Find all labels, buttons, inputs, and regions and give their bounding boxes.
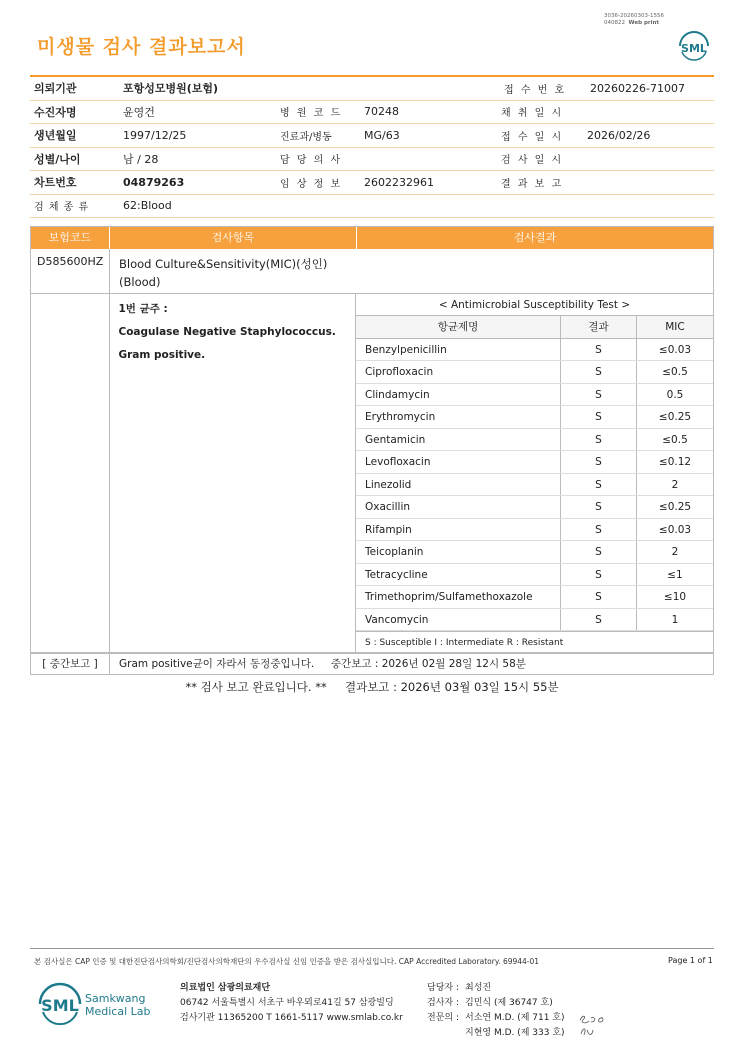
ast-table: [356, 294, 713, 653]
ast-result: S: [561, 496, 637, 518]
test-date-label: 검 사 일 시: [501, 155, 564, 167]
patient-value: 윤영건: [123, 105, 155, 119]
staff-name: 김민식 (제 36747 호): [465, 998, 553, 1008]
report-title: 미생물 검사 결과보고서: [37, 36, 246, 58]
results-table: [30, 226, 714, 654]
org-contact: 검사기관 11365200 T 1661-5117 www.smlab.co.kr: [180, 1013, 403, 1023]
ast-mic: ≤0.5: [662, 366, 688, 378]
dept-label: 진료과/병동: [280, 131, 332, 143]
ast-result: S: [561, 406, 637, 428]
ast-mic: ≤0.03: [658, 523, 692, 536]
ast-result: S: [561, 339, 637, 361]
dob-value: 1997/12/25: [123, 128, 187, 142]
collect-label: 채 취 일 시: [501, 108, 564, 120]
sml-logo-icon: [676, 28, 712, 64]
print-code-line2: 040822: [604, 20, 625, 26]
ast-drug: Gentamicin: [356, 429, 561, 451]
receipt-date-label: 접 수 일 시: [501, 131, 564, 143]
ast-mic: ≤0.25: [658, 501, 692, 513]
sml-logo-text: SML: [681, 42, 707, 55]
interim-text: Gram positive균이 자라서 동정중입니다. 중간보고 : 2026년 02월 28일 12시 58분: [119, 658, 526, 670]
ast-row: [356, 519, 713, 542]
logo-line2: Medical Lab: [85, 1005, 151, 1018]
ast-row: [356, 496, 713, 519]
ast-row: [356, 384, 713, 407]
print-code-line1: 3036-20260303-1556: [604, 13, 664, 19]
ast-row: [356, 541, 713, 564]
ast-mic: 2: [671, 546, 679, 558]
chart-label: 차트번호: [34, 176, 77, 190]
ast-row: [356, 361, 713, 384]
test-item-line2: (Blood): [119, 275, 161, 289]
dob-label: 생년월일: [34, 129, 77, 143]
ast-drug: Teicoplanin: [356, 541, 561, 563]
hospital-code-value: 70248: [364, 105, 399, 119]
cap-note: 본 검사실은 CAP 인증 및 대한진단검사의학회/진단검사의학재단의 우수검사실 신임 인증을 받은 검사실입니다. CAP Accredited Laboratory. 69944-01: [34, 957, 540, 966]
ast-mic: ≤0.03: [658, 343, 692, 356]
request-org-value: 포항성모병원(보험): [123, 82, 219, 96]
ast-row: [356, 406, 713, 429]
ast-mic: 0.5: [666, 388, 684, 401]
clinical-value: 2602232961: [364, 175, 434, 189]
col-result-header: 검사결과: [513, 231, 557, 244]
staff-role: 전문의 :: [427, 1013, 459, 1023]
samkwang-logo-icon: [37, 978, 177, 1028]
ast-header-mic: MIC: [665, 321, 685, 333]
ast-drug: Oxacillin: [356, 496, 561, 518]
col-item-header: 검사항목: [110, 227, 357, 249]
clinical-label: 임 상 정 보: [280, 178, 343, 190]
ast-result: S: [561, 541, 637, 563]
print-code: [604, 13, 664, 27]
footer-divider: [30, 948, 714, 949]
sex-age-label: 성별/나이: [34, 152, 81, 166]
ast-row: [356, 429, 713, 452]
ast-mic: ≤0.5: [662, 433, 688, 446]
staff-name: 서소연 M.D. (제 711 호): [465, 1013, 565, 1023]
org-info: [180, 981, 403, 1026]
doctor-label: 담 당 의 사: [280, 155, 343, 167]
chart-value: 04879263: [123, 175, 185, 189]
patient-info-table: [30, 75, 714, 218]
staff-name: 최성진: [465, 983, 492, 993]
ast-result: S: [561, 384, 637, 406]
receipt-no-value: 20260226-71007: [590, 81, 685, 95]
ast-row: [356, 586, 713, 609]
ast-legend: S : Susceptible I : Intermediate R : Resistant: [356, 631, 713, 653]
ast-mic: 2: [671, 478, 679, 491]
receipt-no-label: 접 수 번 호: [504, 84, 567, 96]
ast-title: < Antimicrobial Susceptibility Test >: [356, 294, 713, 316]
ast-row: [356, 609, 713, 632]
organism-name: Coagulase Negative Staphylococcus.: [118, 326, 336, 338]
ast-result: S: [561, 586, 637, 608]
signature-icon: [577, 1012, 617, 1040]
ast-result: S: [561, 519, 637, 541]
staff-role: 검사자 :: [427, 998, 459, 1008]
ast-row: [356, 564, 713, 587]
col-code-header: 보험코드: [31, 227, 110, 249]
staff-name: 지현영 M.D. (제 333 호): [465, 1028, 565, 1038]
request-org-label: 의뢰기관: [34, 82, 77, 96]
organism-label: 1번 균주 :: [118, 303, 168, 315]
ast-mic: ≤1: [667, 568, 683, 581]
dept-value: MG/63: [364, 128, 400, 142]
sex-age-value: 남 / 28: [123, 152, 159, 166]
specimen-label: 검 체 종 류: [34, 202, 90, 214]
ast-mic: ≤0.12: [658, 456, 692, 468]
hospital-code-label: 병 원 코 드: [280, 108, 343, 120]
gram-stain: Gram positive.: [118, 349, 206, 361]
staff-role: [427, 1026, 465, 1041]
page-number: Page 1 of 1: [668, 956, 713, 965]
insurance-code: D585600HZ: [31, 249, 110, 293]
ast-result: S: [561, 474, 637, 496]
patient-label: 수진자명: [34, 105, 77, 119]
ast-result: S: [561, 609, 637, 631]
ast-drug: Linezolid: [356, 474, 561, 496]
ast-header-result: 결과: [561, 316, 637, 338]
ast-drug: Tetracycline: [356, 564, 561, 586]
ast-row: [356, 339, 713, 362]
ast-row: [356, 474, 713, 497]
ast-drug: Levofloxacin: [356, 451, 561, 473]
staff-role: 담당자 :: [427, 983, 459, 993]
ast-mic: 1: [671, 613, 679, 626]
ast-mic: ≤0.25: [658, 411, 692, 423]
organism-info: [110, 294, 357, 653]
ast-drug: Clindamycin: [356, 384, 561, 406]
specimen-value: 62:Blood: [123, 199, 172, 213]
interim-label: [ 중간보고 ]: [31, 653, 110, 674]
ast-drug: Trimethoprim/Sulfamethoxazole: [356, 586, 561, 608]
org-address: 06742 서울특별시 서초구 바우뫼로41길 57 삼광빌딩: [180, 998, 394, 1008]
ast-drug: Vancomycin: [356, 609, 561, 631]
receipt-date-value: 2026/02/26: [587, 128, 651, 142]
final-report: ** 검사 보고 완료입니다. ** 결과보고 : 2026년 03월 03일 15시 55분: [185, 680, 559, 694]
footer-logo-text: SML: [41, 996, 79, 1015]
ast-drug: Ciprofloxacin: [356, 361, 561, 383]
ast-mic: ≤10: [663, 591, 687, 603]
report-label: 결 과 보 고: [501, 178, 564, 190]
org-name: 의료법인 삼광의료재단: [180, 983, 271, 993]
ast-result: S: [561, 429, 637, 451]
test-item: [110, 249, 327, 293]
ast-result: S: [561, 451, 637, 473]
staff-list: [427, 981, 565, 1041]
ast-row: [356, 451, 713, 474]
ast-result: S: [561, 564, 637, 586]
ast-drug: Benzylpenicillin: [356, 339, 561, 361]
ast-result: S: [561, 361, 637, 383]
test-item-line1: Blood Culture&Sensitivity(MIC)(성인): [119, 257, 328, 271]
ast-drug: Erythromycin: [356, 406, 561, 428]
ast-drug: Rifampin: [356, 519, 561, 541]
web-print-label: Web print: [628, 20, 660, 26]
interim-report: [30, 652, 714, 675]
logo-line1: Samkwang: [85, 992, 146, 1005]
ast-header-drug: 항균제명: [356, 316, 561, 338]
